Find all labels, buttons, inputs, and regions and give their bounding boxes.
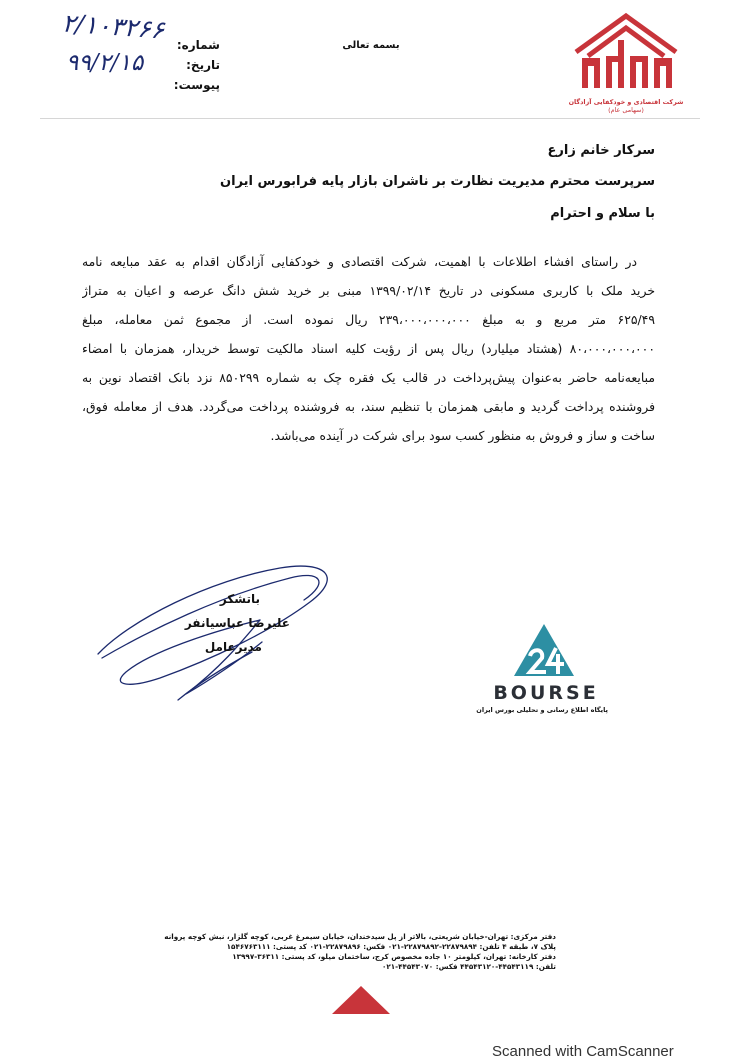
footer-line: پلاک ۷، طبقه ۴ تلفن: ۲۲۸۷۹۸۹۴-۲۲۸۷۹۸۹۲-۰۲۱ فکس: ۲۲۸۷۹۸۹۶-۰۲۱ کد پستی: ۱۵۴۶۷۶۳۱۱۱ (226, 942, 556, 951)
body-line: در راستای افشاء اطلاعات با اهمیت، شرکت اقتصادی و خودکفایی آزادگان اقدام به عقد مبایعه نامه (82, 254, 637, 269)
company-logo-name: شرکت اقتصادی و خودکفایی آزادگان (568, 98, 684, 106)
number-label: شماره: (176, 38, 220, 52)
company-logo-type: (سهامی عام) (608, 106, 644, 114)
body-line: مبایعه‌نامه حاضر به‌عنوان پیش‌پرداخت در قالب یک فقره چک به شماره ۸۵۰۲۹۹ نزد بانک اقتصاد نوین به (82, 370, 655, 385)
body-line: خرید ملک با کاربری مسکونی در تاریخ ۱۳۹۹/۰۲/۱۴ مبنی بر خرید شش دانگ عرصه و اعیان به متراژ (82, 283, 655, 298)
bourse-stamp (476, 622, 608, 722)
company-logo-mark (566, 10, 686, 92)
signatory-name: علیرضا عباسیانفر (184, 616, 290, 630)
recipient-name: سرکار خانم زارع (547, 143, 655, 158)
bourse-logo-icon (484, 622, 608, 684)
bourse-brand: BOURSE (493, 682, 599, 704)
date-label: تاریخ: (186, 58, 220, 72)
footer-address (164, 932, 556, 972)
body-line: ۶۲۵/۴۹ متر مربع و به مبلغ ۲۳۹،۰۰۰،۰۰۰،۰۰۰ ریال نموده است. از مجموع ثمن معامله، مبلغ (82, 312, 655, 327)
closing-text: باتشکر (219, 592, 260, 606)
handwritten-number: ۲/۱۰۳۲۶۶ (61, 8, 166, 45)
company-logo (566, 10, 686, 114)
header-divider (40, 118, 700, 119)
attachment-label: پیوست: (173, 78, 220, 92)
bourse-subtitle: پایگاه اطلاع رسانی و تحلیلی بورس ایران (476, 706, 608, 714)
footer-line: تلفن: ۴۴۵۴۳۱۱۹-۴۴۵۴۳۱۲۰ فکس: ۴۴۵۴۳۰۷۰-۰۲۱ (381, 962, 556, 971)
body-line: فروشنده پرداخت گردید و مابقی همزمان با تنظیم سند، به فروشنده پرداخت می‌گردد. هدف از معامله فوق، (82, 399, 655, 414)
greeting: با سلام و احترام (550, 206, 655, 221)
footer-line: دفتر کارخانه: تهران، کیلومتر ۱۰ جاده مخصوص کرج، ساختمان میلو، کد پستی: ۳۶۳۱۱-۱۳۹۹۷ (232, 952, 556, 961)
footer-triangle-icon (330, 984, 392, 1014)
recipient-title: سرپرست محترم مدیریت نظارت بر ناشران بازار پایه فرابورس ایران (220, 174, 655, 189)
footer-decoration (330, 984, 392, 1014)
letterhead-header (0, 0, 737, 120)
signature-block (90, 560, 350, 710)
scanner-watermark: Scanned with CamScanner (492, 1043, 674, 1060)
invocation-text: بسمه تعالی (342, 40, 400, 51)
body-line: ساخت و ساز و فروش به منظور کسب سود برای شرکت در آینده می‌باشد. (270, 428, 655, 443)
handwritten-date: ۹۹/۲/۱۵ (66, 50, 144, 76)
signatory-title: مدیرعامل (204, 640, 262, 654)
handwritten-signature (90, 560, 350, 710)
body-line: ۸۰،۰۰۰،۰۰۰،۰۰۰ (هشتاد میلیارد) ریال پس از رؤیت کلیه اسناد مالکیت توسط خریدار، همزمان با امضاء (82, 341, 655, 356)
footer-line: دفتر مرکزی: تهران-خیابان شریعتی، بالاتر از پل سیدخندان، خیابان سیمرغ غربی، کوچه گلزار، نبش کوچه پروانه (164, 932, 556, 941)
